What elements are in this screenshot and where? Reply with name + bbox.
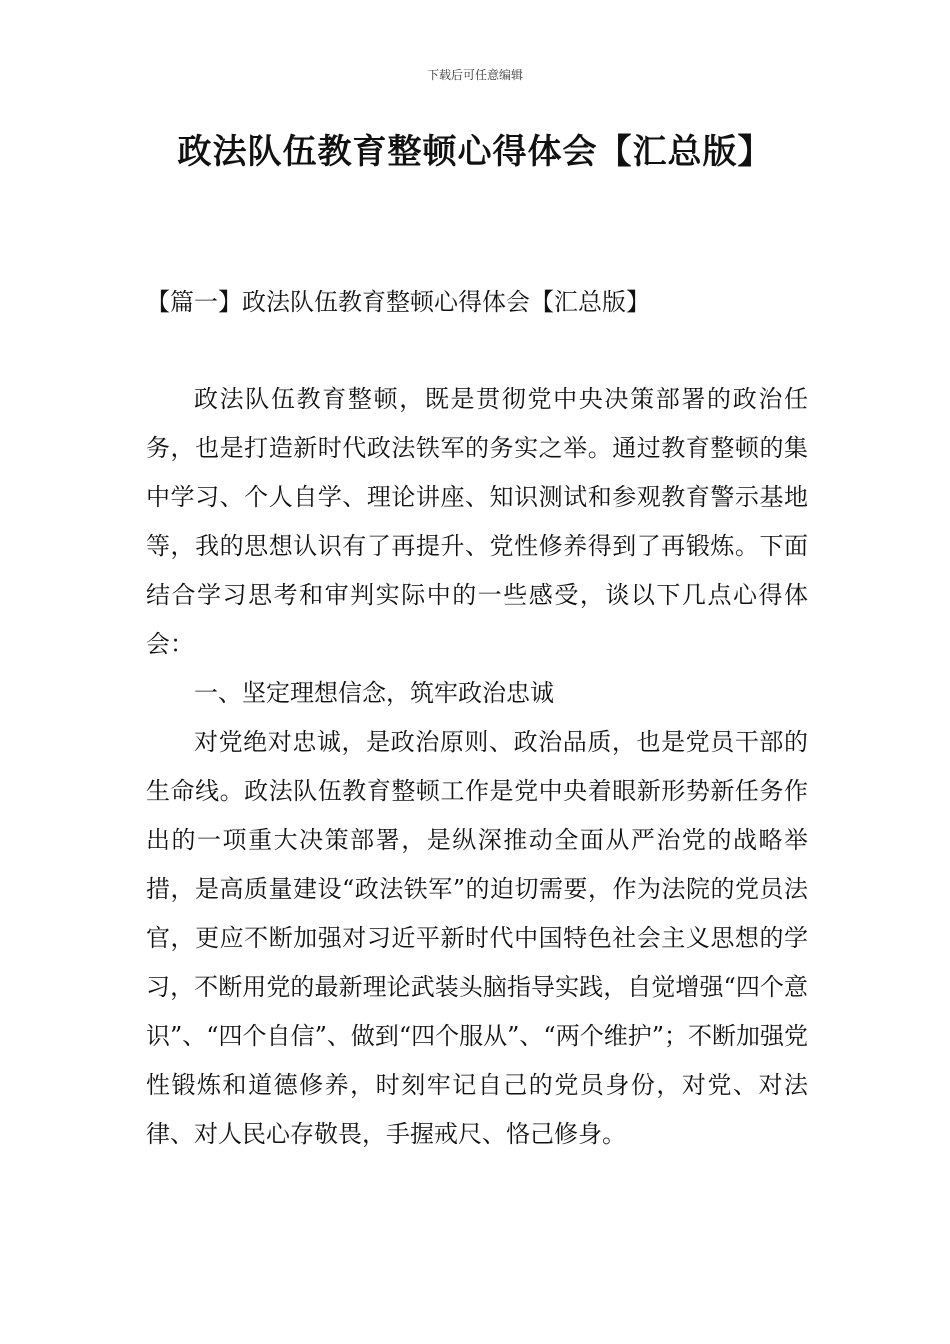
section-heading: 【篇一】政法队伍教育整顿心得体会【汇总版】 <box>146 288 650 316</box>
document-body <box>146 375 808 1159</box>
body-paragraph-1: 对党绝对忠诚，是政治原则、政治品质，也是党员干部的生命线。政法队伍教育整顿工作是党中央着眼新形势新任务作出的一项重大决策部署，是纵深推动全面从严治党的战略举措，是高质量建设“政法铁军”的迫切需要，作为法院的党员法官，更应不断加强对习近平新时代中国特色社会主义思想的学习，不断用党的最新理论武装头脑指导实践，自觉增强“四个意识”、“四个自信”、做到“四个服从”、“两个维护”；不断加强党性锻炼和道德修养，时刻牢记自己的党员身份，对党、对法律、对人民心存敬畏，手握戒尺、恪己修身。 <box>146 728 808 1148</box>
header-note: 下载后可任意编辑 <box>426 68 523 82</box>
document-title: 政法队伍教育整顿心得体会【汇总版】 <box>177 132 773 172</box>
body-subheading-1: 一、坚定理想信念，筑牢政治忠诚 <box>194 679 554 707</box>
body-paragraph-intro: 政法队伍教育整顿，既是贯彻党中央决策部署的政治任务，也是打造新时代政法铁军的务实之举。通过教育整顿的集中学习、个人自学、理论讲座、知识测试和参观教育警示基地等，我的思想认识有了再提升、党性修养得到了再锻炼。下面结合学习思考和审判实际中的一些感受，谈以下几点心得体会： <box>146 385 808 658</box>
